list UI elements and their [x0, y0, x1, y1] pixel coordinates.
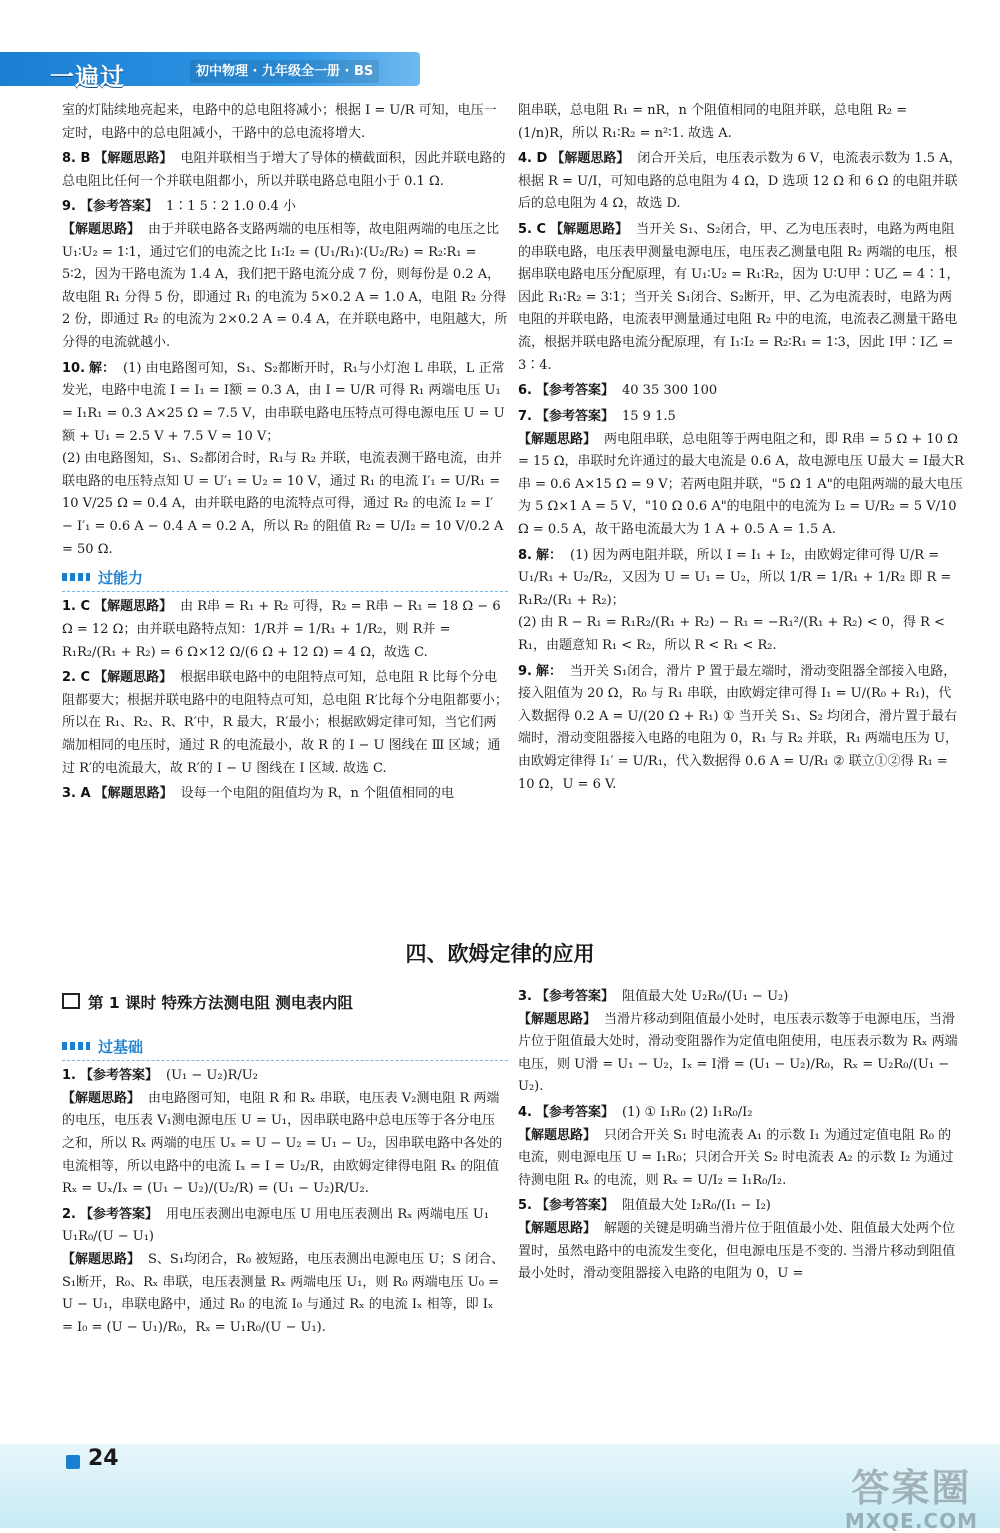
- ability-9: [518, 661, 964, 797]
- q8-number: 8. B: [62, 151, 91, 167]
- q10-part1: (1) 由电路图可知，S₁、S₂都断开时，R₁与小灯泡 L 串联，L 正常发光，电路中电流 I = I₁ = I额 = 0.3 A，由 I = U/R 可得 R₁ 两端电压 U₁ = I₁R₁ = 0.3 A×25 Ω = 7.5 V，由串联电路电压特点可得电源电压 U = U额 + U₁ = 2.5 V + 7.5 V = 10 V；: [62, 360, 505, 444]
- q9-tag: 【解题思路】: [62, 222, 141, 238]
- a3-cont-text: 阻串联，总电阻 R₁ = nR，n 个阻值相同的电阻并联，总电阻 R₂ = (1/n)R，所以 R₁∶R₂ = n²∶1. 故选 A.: [518, 103, 908, 141]
- a7-answer: 15 9 1.5: [622, 408, 676, 424]
- a3-text: 设每一个电阻的阻值均为 R，n 个阻值相同的电: [180, 786, 455, 802]
- a1-number: 1. C: [62, 599, 91, 615]
- a3-continued: [518, 100, 964, 145]
- question-8: [62, 148, 508, 193]
- a9-number: 9.: [518, 663, 532, 679]
- b5-answer: 阻值最大处 I₂R₀/(I₁ − I₂): [622, 1198, 771, 1214]
- b4-text: 只闭合开关 S₁ 时电流表 A₁ 的示数 I₁ 为通过定值电阻 R₀ 的电流，则电源电压 U = I₁R₀；只闭合开关 S₂ 时电流表 A₂ 的示数 I₂ 为通过待测电阻 Rₓ 的电流，则 Rₓ = U/I₂ = I₁R₀/I₂.: [518, 1127, 954, 1188]
- b3-answer: 阻值最大处 U₂R₀/(U₁ − U₂): [622, 989, 789, 1004]
- b2-answer: 用电压表测出电源电压 U 用电压表测出 Rₓ 两端电压 U₁ U₁R₀/(U − U₁): [62, 1206, 490, 1245]
- b2-text: S、S₁均闭合，R₀ 被短路，电压表测出电源电压 U；S 闭合、S₁断开，R₀、Rₓ 串联，电压表测量 Rₓ 两端电压 U₁，则 R₀ 两端电压 U₀ = U − U₁，串联电路中，通过 R₀ 的电流 I₀ 与通过 Rₓ 的电流 Iₓ 相等，即 Iₓ = I₀ = (U − U₁)/R₀，Rₓ = U₁R₀/(U − U₁).: [62, 1251, 505, 1335]
- basic-left-column: [62, 1030, 508, 1342]
- a3-number: 3. A: [62, 786, 91, 802]
- basic-3: [518, 986, 964, 1099]
- a8-part1: (1) 因为两电阻并联，所以 I = I₁ + I₂，由欧姆定律可得 U/R = U₁/R₁ + U₂/R₂，又因为 U = U₁ = U₂，所以 1/R = 1/R₁ + 1/R₂ 即 R = R₁R₂/(R₁ + R₂)；: [518, 547, 952, 608]
- question-10: [62, 358, 508, 561]
- a7-answer-tag: 【参考答案】: [535, 408, 614, 424]
- a8-number: 8.: [518, 547, 532, 563]
- subject-label: 初中物理 · 九年级全一册 · BS: [190, 60, 379, 83]
- basic-right-column: [518, 986, 964, 1289]
- a8-tag: 解：: [535, 547, 562, 563]
- ability-3: [62, 783, 508, 806]
- question-9: [62, 196, 508, 354]
- b4-answer: (1) ① I₁R₀ (2) I₁R₀/I₂: [622, 1105, 753, 1121]
- b2-tag: 【解题思路】: [62, 1251, 141, 1267]
- a2-tag: 【解题思路】: [94, 670, 173, 686]
- q10-part2: (2) 由电路图知，S₁、S₂都闭合时，R₁与 R₂ 并联，电流表测干路电流，由并联电路的电压特点知 U = U′₁ = U₂ = 10 V，通过 R₁ 的电流 I′₁ = U/R₁ = 10 V/25 Ω = 0.4 A，由并联电路的电流特点可得，通过 R₂ 的电流 I₂ = I′ − I′₁ = 0.6 A − 0.4 A = 0.2 A，所以 R₂ 的阻值 R₂ = U/I₂ = 10 V/0.2 A = 50 Ω.: [62, 451, 504, 557]
- watermark-title: 答案圈: [851, 1466, 972, 1510]
- a5-number: 5. C: [518, 222, 547, 238]
- b3-answer-tag: 【参考答案】: [535, 989, 614, 1004]
- a5-tag: 【解题思路】: [550, 222, 629, 238]
- basic-1: [62, 1065, 508, 1201]
- q9-answer: 1∶1 5∶2 1.0 0.4 小: [166, 199, 296, 215]
- b5-answer-tag: 【参考答案】: [535, 1198, 614, 1214]
- a7-tag: 【解题思路】: [518, 431, 597, 447]
- q9-text: 由于并联电路各支路两端的电压相等，故电阻两端的电压之比 U₁∶U₂ = 1∶1，通过它们的电流之比 I₁∶I₂ = (U₁/R₁)∶(U₂/R₂) = R₂∶R₁ = 5∶2，因为干路电流为 1.4 A，我们把干路电流分成 7 份，则每份是 0.2 A，故电阻 R₁ 分得 5 份，即通过 R₁ 的电流为 5×0.2 A = 1.0 A，电阻 R₂ 分得 2 份，即通过 R₂ 的电流为 2×0.2 A = 0.4 A，在并联电路中，电阻越大，所分得的电流就越小.: [62, 222, 508, 351]
- b4-tag: 【解题思路】: [518, 1127, 597, 1143]
- intro-text: 室的灯陆续地亮起来，电路中的总电阻将减小；根据 I = U/R 可知，电压一定时，电路中的总电阻减小，干路中的总电流将增大.: [62, 103, 497, 141]
- right-column: [518, 100, 964, 799]
- b2-number: 2.: [62, 1206, 76, 1222]
- a2-text: 根据串联电路中的电阻特点可知，总电阻 R 比每个分电阻都要大；根据并联电路中的电阻特点可知，总电阻 R′比每个分电阻都要小；所以在 R₁、R₂、R、R′中，R 最大，R′最小；根据欧姆定律可知，当它们两端加相同的电压时，通过 R 的电流最小，故 R 的 I − U 图线在 Ⅲ 区域；通过 R′的电流最大，故 R′的 I − U 图线在 Ⅰ 区域. 故选 C.: [62, 670, 508, 776]
- page-marker-icon: [66, 1455, 80, 1469]
- section-basic: 过基础: [62, 1034, 508, 1061]
- a8-part2: (2) 由 R − R₁ = R₁R₂/(R₁ + R₂) − R₁ = −R₁²/(R₁ + R₂) < 0，得 R < R₁，由题意知 R₁ < R₂，所以 R < R₁ < R₂.: [518, 615, 945, 654]
- b3-text: 当滑片移动到阻值最小处时，电压表示数等于电源电压，当滑片位于阻值最大处时，滑动变阻器作为定值电阻使用，电压表示数为 Rₓ 两端电压，则 U滑 = U₁ − U₂，Iₓ = I滑 = (U₁ − U₂)/R₀，Rₓ = U₂R₀/(U₁ − U₂).: [518, 1011, 958, 1095]
- a5-text: 当开关 S₁、S₂闭合，甲、乙为电压表时，电路为两电阻的串联电路，电压表甲测量电源电压，电压表乙测量电阻 R₂ 两端的电压，根据串联电路电压分配原理，有 U₁∶U₂ = R₁∶R₂，因为 U∶U甲∶U乙 = 4∶1，因此 R₁∶R₂ = 3∶1；当开关 S₁闭合、S₂断开，甲、乙为电流表时，电路为两电阻的并联电路，电流表甲测量通过电阻 R₂ 中的电流，电流表乙测量干路电流，根据并联电路电流分配原理，有 I₁∶I₂ = R₂∶R₁ = 1∶3，因此 I甲∶I乙 = 3∶4.: [518, 222, 960, 373]
- intro-paragraph: [62, 100, 508, 145]
- a4-text: 闭合开关后，电压表示数为 6 V，电流表示数为 1.5 A，根据 R = U/I，可知电路的总电阻为 4 Ω，D 选项 12 Ω 和 6 Ω 的电阻并联后的总电阻为 4 Ω，故选 D.: [518, 151, 962, 212]
- a1-tag: 【解题思路】: [94, 599, 173, 615]
- q10-number: 10.: [62, 360, 86, 376]
- ability-7: [518, 406, 964, 542]
- a1-text: 由 R串 = R₁ + R₂ 可得，R₂ = R串 − R₁ = 18 Ω − 6 Ω = 12 Ω；由并联电路特点知：1/R并 = 1/R₁ + 1/R₂，则 R并 = R₁R₂/(R₁ + R₂) = 6 Ω×12 Ω/(6 Ω + 12 Ω) = 4 Ω，故选 C.: [62, 599, 501, 660]
- page-number: 24: [88, 1446, 119, 1471]
- b2-answer-tag: 【参考答案】: [79, 1206, 158, 1222]
- section-title: 四、欧姆定律的应用: [405, 942, 595, 966]
- b3-tag: 【解题思路】: [518, 1011, 597, 1027]
- left-column: [62, 100, 508, 809]
- ability-8: [518, 545, 964, 658]
- b1-answer-tag: 【参考答案】: [79, 1068, 158, 1084]
- a4-tag: 【解题思路】: [551, 151, 630, 167]
- a2-number: 2. C: [62, 670, 91, 686]
- a6-number: 6.: [518, 383, 532, 399]
- basic-5: [518, 1195, 964, 1285]
- a4-number: 4. D: [518, 151, 548, 167]
- brand-logo: 一遍过: [50, 63, 125, 91]
- b5-text: 解题的关键是明确当滑片位于阻值最小处、阻值最大处两个位置时，虽然电路中的电流发生变化，但电源电压是不变的. 当滑片移动到阻值最小处时，滑动变阻器接入电路的电阻为 0，U =: [518, 1221, 956, 1282]
- lesson-title-text: 第 1 课时 特殊方法测电阻 测电表内阻: [88, 994, 353, 1012]
- b3-number: 3.: [518, 989, 532, 1004]
- q9-answer-tag: 【参考答案】: [79, 199, 158, 215]
- a7-number: 7.: [518, 408, 532, 424]
- book-icon: [62, 993, 80, 1009]
- q9-number: 9.: [62, 199, 76, 215]
- b1-text: 由电路图可知，电阻 R 和 Rₓ 串联，电压表 V₂测电阻 R 两端的电压，电压表 V₁测电源电压 U = U₁，因串联电路中总电压等于各分电压之和，所以 Rₓ 两端的电压 Uₓ = U − U₂ = U₁ − U₂，因串联电路中各处的电流相等，所以电路中的电流 Iₓ = I = U₂/R，由欧姆定律得电阻 Rₓ 的阻值 Rₓ = Uₓ/Iₓ = (U₁ − U₂)/(U₂/R) = (U₁ − U₂)R/U₂.: [62, 1090, 503, 1197]
- basic-2: [62, 1204, 508, 1340]
- b5-number: 5.: [518, 1198, 532, 1214]
- b4-number: 4.: [518, 1105, 532, 1121]
- a6-text: 40 35 300 100: [622, 383, 718, 399]
- a3-tag: 【解题思路】: [94, 786, 173, 802]
- q8-text: 电阻并联相当于增大了导体的横截面积，因此并联电路的总电阻比任何一个并联电阻都小，所以并联电路总电阻小于 0.1 Ω.: [62, 151, 506, 189]
- lesson-title: [62, 990, 508, 1018]
- a9-tag: 解：: [535, 663, 562, 679]
- a6-tag: 【参考答案】: [535, 383, 614, 399]
- ability-5: [518, 219, 964, 377]
- ability-2: [62, 667, 508, 780]
- b4-answer-tag: 【参考答案】: [535, 1105, 614, 1121]
- b1-tag: 【解题思路】: [62, 1090, 141, 1106]
- q8-tag: 【解题思路】: [94, 151, 173, 167]
- watermark: [845, 1468, 978, 1532]
- q10-tag: 解：: [89, 360, 116, 376]
- basic-4: [518, 1102, 964, 1192]
- b1-number: 1.: [62, 1068, 76, 1084]
- a7-text: 两电阻串联，总电阻等于两电阻之和，即 R串 = 5 Ω + 10 Ω = 15 Ω，串联时允许通过的最大电流是 0.6 A，故电源电压 U最大 = I最大R串 = 0.6 A×15 Ω = 9 V；若两电阻并联，"5 Ω 1 A"的电阻两端的最大电压为 5 Ω×1 A = 5 V，"10 Ω 0.6 A"的电阻中的电流为 I₂ = U/R₂ = 5 V/10 Ω = 0.5 A，故干路电流最大为 1 A + 0.5 A = 1.5 A.: [518, 431, 964, 537]
- ability-6: [518, 380, 964, 403]
- ability-4: [518, 148, 964, 216]
- a9-text: 当开关 S₁闭合，滑片 P 置于最左端时，滑动变阻器全部接入电路，接入阻值为 20 Ω，R₀ 与 R₁ 串联，由欧姆定律可得 I₁ = U/(R₀ + R₁)，代入数据得 0.2 A = U/(20 Ω + R₁) ① 当开关 S₁、S₂ 均闭合，滑片置于最右端时，滑动变阻器接入电路的电阻为 0，R₁ 与 R₂ 并联，R₁ 两端电压为 U，由欧姆定律得 I₁′ = U/R₁，代入数据得 0.6 A = U/R₁ ② 联立①②得 R₁ = 10 Ω，U = 6 V.: [518, 663, 959, 792]
- b5-tag: 【解题思路】: [518, 1221, 597, 1237]
- ability-1: [62, 596, 508, 664]
- b1-answer: (U₁ − U₂)R/U₂: [166, 1068, 258, 1084]
- watermark-url: MXQE.COM: [844, 1508, 978, 1533]
- section-ability: 过能力: [62, 565, 508, 592]
